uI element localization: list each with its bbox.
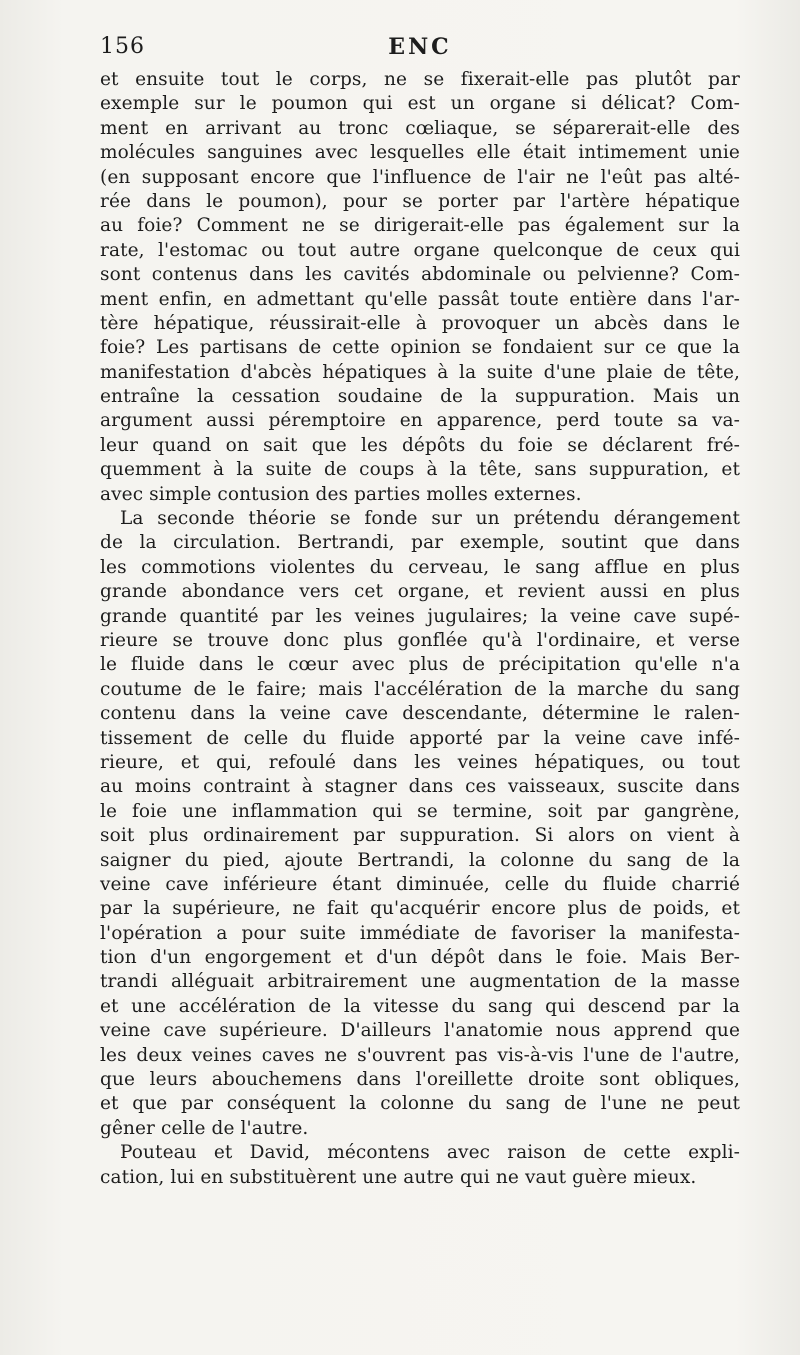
text-line: veine cave supérieure. D'ailleurs l'anatomie nous apprend que [100, 1020, 740, 1042]
text-line: rieure se trouve donc plus gonflée qu'à l'ordinaire, et verse [100, 629, 740, 651]
paragraph [100, 507, 740, 1141]
text-line: au foie? Comment ne se dirigerait-elle pas également sur la [100, 215, 740, 237]
text-line: quemment à la suite de coups à la tête, sans suppuration, et [100, 459, 740, 481]
text-line: manifestation d'abcès hépatiques à la suite d'une plaie de tête, [100, 361, 740, 383]
text-line: que leurs abouchemens dans l'oreillette droite sont obliques, [100, 1069, 740, 1091]
text-line: au moins contraint à stagner dans ces vaisseaux, suscite dans [100, 776, 740, 798]
text-line: trandi alléguait arbitrairement une augmentation de la masse [100, 971, 740, 993]
page-number: 156 [100, 34, 145, 59]
body-text [100, 68, 740, 1190]
text-line: grande abondance vers cet organe, et revient aussi en plus [100, 581, 740, 603]
text-line: et ensuite tout le corps, ne se fixerait-elle pas plutôt par [100, 69, 740, 90]
text-line: les commotions violentes du cerveau, le sang afflue en plus [100, 556, 740, 578]
text-line: soit plus ordinairement par suppuration. Si alors on vient à [100, 825, 740, 847]
text-line: La seconde théorie se fonde sur un prétendu dérangement [120, 508, 740, 530]
text-line: tère hépatique, réussirait-elle à provoquer un abcès dans le [100, 312, 740, 334]
text-line: exemple sur le poumon qui est un organe si délicat? Com- [100, 93, 740, 115]
text-line: foie? Les partisans de cette opinion se fondaient sur ce que la [100, 337, 740, 359]
text-line: veine cave inférieure étant diminuée, celle du fluide charrié [100, 873, 740, 895]
paragraph [100, 68, 740, 507]
text-line: coutume de le faire; mais l'accélération de la marche du sang [100, 678, 740, 700]
text-line: avec simple contusion des parties molles externes. [100, 483, 582, 505]
text-line: Pouteau et David, mécontens avec raison de cette expli- [120, 1142, 740, 1164]
text-line: gêner celle de l'autre. [100, 1117, 309, 1139]
text-line: molécules sanguines avec lesquelles elle était intimement unie [100, 142, 740, 164]
text-line: ment en arrivant au tronc cœliaque, se séparerait-elle des [100, 117, 740, 139]
running-head: ENC [388, 34, 452, 60]
text-line: ment enfin, en admettant qu'elle passât toute entière dans l'ar- [100, 288, 740, 310]
text-line: rée dans le poumon), pour se porter par l'artère hépatique [100, 190, 740, 212]
text-line: l'opération a pour suite immédiate de favoriser la manifesta- [100, 922, 740, 944]
text-line: le foie une inflammation qui se termine, soit par gangrène, [100, 800, 740, 822]
text-line: de la circulation. Bertrandi, par exemple, soutint que dans [100, 532, 740, 554]
text-line: le fluide dans le cœur avec plus de précipitation qu'elle n'a [100, 654, 740, 676]
text-line: rieure, et qui, refoulé dans les veines hépatiques, ou tout [100, 751, 740, 773]
text-line: argument aussi péremptoire en apparence, perd toute sa va- [100, 410, 740, 432]
text-line: saigner du pied, ajoute Bertrandi, la colonne du sang de la [100, 849, 740, 871]
text-line: rate, l'estomac ou tout autre organe quelconque de ceux qui [100, 239, 740, 261]
text-line: tion d'un engorgement et d'un dépôt dans le foie. Mais Ber- [100, 947, 740, 969]
text-line: tissement de celle du fluide apporté par la veine cave infé- [100, 727, 740, 749]
text-line: et une accélération de la vitesse du sang qui descend par la [100, 995, 740, 1017]
paragraph [100, 1141, 740, 1190]
text-line: contenu dans la veine cave descendante, détermine le ralen- [100, 703, 740, 725]
text-line: par la supérieure, ne fait qu'acquérir encore plus de poids, et [100, 898, 740, 920]
text-line: les deux veines caves ne s'ouvrent pas vis-à-vis l'une de l'autre, [100, 1044, 740, 1066]
text-line: et que par conséquent la colonne du sang de l'une ne peut [100, 1093, 740, 1115]
text-line: grande quantité par les veines jugulaires; la veine cave supé- [100, 605, 740, 627]
text-line: (en supposant encore que l'influence de l'air ne l'eût pas alté- [100, 166, 740, 188]
text-line: sont contenus dans les cavités abdominale ou pelvienne? Com- [100, 264, 740, 286]
text-line: cation, lui en substituèrent une autre qui ne vaut guère mieux. [100, 1166, 697, 1188]
text-line: entraîne la cessation soudaine de la suppuration. Mais un [100, 386, 740, 408]
page-header [100, 34, 740, 64]
text-line: leur quand on sait que les dépôts du foie se déclarent fré- [100, 434, 740, 456]
